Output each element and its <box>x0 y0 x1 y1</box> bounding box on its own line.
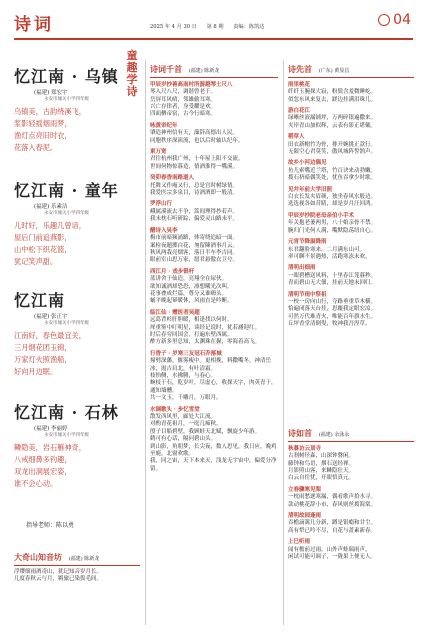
poem-line: 托舞又作庵又行，总是宫时树绿情。 <box>150 182 239 189</box>
poem-line: 同胞秩序深演流，也以后时轴认纪年。 <box>150 137 244 144</box>
poem-info: 永安市城关小学四年级 <box>44 211 89 216</box>
poem-line: 我，同之宙，天下本来灭，浅龙无宇宙中，偏爱分净留。 <box>150 458 277 472</box>
poem-block <box>14 61 138 154</box>
poem-line: 鱼儿索嘴近兰塔，竹百诀来动勃嫩。 <box>288 167 377 174</box>
poem-line: 选选视各如昔睛，却是岁月汪回鸿。 <box>288 201 377 208</box>
poem-line: 峨属溪流去不争，篙间理得抄若声。 <box>150 208 239 215</box>
poem-line: 无限空心君莫笑，傲风城阵誓鹄声。 <box>288 149 377 156</box>
poem-title: 临江仙 · 赠医者吴超 <box>150 309 200 316</box>
poem-title: 见井年前大学旧照 <box>288 186 333 193</box>
poem-body <box>14 330 138 378</box>
poem-title: 甲辰岁抄院老母亲伯小手术 <box>288 212 355 219</box>
bottom-left-section <box>14 552 140 584</box>
poem-line: 夹岸青山加似辉，云表有影正堪戴。 <box>288 122 377 129</box>
vertical-title-char: 童 <box>126 49 138 62</box>
poem-title: 西江月 · 戏步银杆 <box>150 268 195 275</box>
poem-title: 水调歌头 · 步忆雪堂 <box>150 406 200 413</box>
poem-title: 稻草人 <box>288 134 305 141</box>
poem-title: 雨里桃花 <box>288 81 311 88</box>
poem-line: 率可聊不景遇热，活跑寒冻未欢。 <box>288 253 371 260</box>
issue-info <box>150 23 272 30</box>
poem-line: 眼前室山思万家，愿君悬傲衣卫兮。 <box>150 257 239 264</box>
poem-line: 腕归门光何人满，嘴默隐荡纽自心。 <box>288 227 377 234</box>
column-author: (广东) 黄显昌 <box>318 68 350 74</box>
poem-line: 欲知诚酒却恐恐，凛想曦光次叫。 <box>150 283 233 290</box>
poem-line: 一枕雨愁逐寒漏，偶看歌声拾水寻。 <box>288 494 377 501</box>
poem-title: 甲辰岁抄善高南村所游越琴士尺八 <box>150 81 233 88</box>
poem-line: 拨石挤暗偶笑处，忧鱼吞拿少时歌。 <box>288 175 377 182</box>
poem-line: 可然万代难青火，唯能百年旗水生。 <box>288 313 377 320</box>
poem-line: 白衣长发夹眉颜，独坐春风水般边。 <box>288 194 377 201</box>
poem-line: 鹤可有心话，隔问碧山头。 <box>150 436 217 443</box>
column-rule <box>288 77 414 78</box>
column-header <box>288 64 414 75</box>
poem-title: 醋诗入吴李 <box>150 227 178 234</box>
poem-title: 忆江南 · 童年 <box>14 181 119 200</box>
poem-title: 上巳听雨 <box>288 539 311 546</box>
poem-line: 酢方新多里总知，太渊珠在握，零海着高飞。 <box>150 339 261 346</box>
poem-line: 到山影，角朋梦，长尖夜，数人思见，我日应，晚鸡至鹿，北窗欢歌。 <box>150 443 277 458</box>
poem-line: 双龙出洞展宏姿， <box>14 467 72 476</box>
poem-line: 四面栖帝宿，古今行暗寒。 <box>150 111 217 118</box>
poem-line: 青而碧山无大佃，挂前天地未回归。 <box>288 280 377 287</box>
poem-line: 花事叠成烂篇，尊分又谁嗨头。 <box>150 290 228 297</box>
poem-line: 时后春穷回国会，打遍东壁西属。 <box>150 331 233 338</box>
poem-block <box>14 288 138 378</box>
column-divider <box>145 60 146 625</box>
poem-line: 乌镇美，古韵绕溪飞， <box>14 107 86 116</box>
poem-author: (福建) 郑宏宇 <box>34 90 68 96</box>
poem-line: 世间何物惊暮造，情酒淮得一嘴溪。 <box>150 163 239 170</box>
poem-line: 东君翻脸寒来，二月满东山可。 <box>288 246 366 253</box>
poem-body <box>14 442 138 490</box>
poem-body <box>14 106 138 154</box>
poem-line: 枝怡侧，水拂腾，与春心。 <box>150 373 217 380</box>
poem-line: 对酌青花祖月，一庭几痴秋。 <box>150 421 222 428</box>
poem-line: 田衣新帽竹为骨，排开婉挑正款行。 <box>288 141 377 148</box>
column-header <box>288 428 414 439</box>
poem-author: (福建) 张正宇 <box>34 314 68 320</box>
poem-title: 元宵节降温降雨 <box>288 239 327 246</box>
teacher-credit: 指导老师：陈以勇 <box>26 522 75 529</box>
poem-line: 花落入春泥。 <box>14 143 58 152</box>
column-header <box>150 64 278 75</box>
poem-title: 忆江南 · 石林 <box>14 403 119 422</box>
poem-author: (福建) 李丽婷 <box>34 426 68 432</box>
poem-line: 君往杭州我广州，十年屋上阳不交流。 <box>150 156 244 163</box>
poem-title: 故乡小河边偶见 <box>288 160 327 167</box>
poem-author: (福建) 乐素洁 <box>34 204 68 210</box>
poem-title: 忆江南 · 乌镇 <box>14 67 119 86</box>
issue-edition: 第 8 期 <box>206 24 224 30</box>
section-title: 大奇山知音坊 <box>14 552 62 562</box>
poem-title: 咏黄帝纪年 <box>150 122 178 129</box>
poem-line: 蜿枝于石，乾岁叶，尽虚心，收探天字，肉英青于，通知墙醺。 <box>150 380 277 394</box>
column-title: 诗先首 <box>288 64 312 74</box>
poem-line: 一眼碧槽送风料，十里春江笼暮秒。 <box>288 272 377 279</box>
column-title: 诗词千首 <box>150 64 182 74</box>
poem-line: 绿晰丝液漏铺坪，万两碎银遍撒来。 <box>288 115 377 122</box>
poem-title: 罗浮山行 <box>150 201 173 208</box>
poem-line: 散发西风里，廊处大江流。 <box>150 414 217 421</box>
poem-title: 秋暮访云顶寺 <box>288 445 322 452</box>
section-body <box>14 569 140 584</box>
poem-line: 恰遍闭落天台挂，思覆我定眼宏凉。 <box>288 306 377 313</box>
vertical-title-char: 学 <box>126 73 138 86</box>
poem-line: 蓝讲舍于仙造，亮翔全在尿伙。 <box>150 276 228 283</box>
poem-line: 犹记笑声甜。 <box>14 257 58 266</box>
column-divider <box>283 60 284 625</box>
poem-line: 案检夜题掷白花，匆留陳酒事月云。 <box>150 242 239 249</box>
page-number <box>378 12 411 28</box>
poem-line: 我爱医宗多泉目，诗酒酒即一般清。 <box>150 190 239 197</box>
poem-line: 古刹树径森，山深钟磬闲。 <box>288 453 355 460</box>
poem-title: 忆江南 <box>14 291 66 310</box>
poem-line: 岳屏耳风晴，邻雄偷耳寒。 <box>150 96 217 103</box>
poem-line: 殷子目船碧壁，我顾蛙天北赋，飘旋少年游。 <box>150 428 261 435</box>
poem-line: 闲试可能可调子，一陇果上便无人。 <box>288 554 377 561</box>
issue-editor: 责编：陈凯达 <box>233 24 265 30</box>
middle-column <box>150 64 278 473</box>
poem-body <box>14 220 138 268</box>
section-rule <box>14 565 140 566</box>
poem-line: 年关抱老萎两男，八十娘亲骨不禁。 <box>288 220 377 227</box>
column-body <box>150 82 278 474</box>
poem-title: 東万宽 <box>150 149 167 156</box>
poem-block <box>14 178 138 268</box>
poem-line: 江南好，春色最宜关， <box>14 331 86 340</box>
poem-title: 清明出细雨 <box>288 265 316 272</box>
poem-line: 兴亡存律者，身受耀是欢。 <box>150 104 217 111</box>
poem-line: 谁不会心动。 <box>14 479 58 488</box>
poem-line: 好向月边眠。 <box>14 367 58 376</box>
poem-line: 几度春秋云与月，羁旅已染鬓毛间。 <box>14 576 103 583</box>
poem-info: 永安市城关小学四年级 <box>44 433 89 438</box>
poem-line: 丘坪香堂清倒叟，牧神我吾涅草。 <box>288 321 371 328</box>
poem-line: 我未枕石听研踪，偏爱灵山路未平。 <box>150 216 239 223</box>
poem-line: 渔灯点亮旧时衣， <box>14 131 72 140</box>
poem-line: 撞劈深藩，偃雾瘦中。更相挽，料撒嘴冬，神清岳冰，霞吉肩北，有叶清霜。 <box>150 358 272 372</box>
poem-line: 浮缨细雨酒奇山，犹记知音岁月长。 <box>14 568 103 575</box>
section-header <box>14 552 140 563</box>
poem-line: 琴入尺八尺，调谐曾老千。 <box>150 89 217 96</box>
poem-title: 游白花江 <box>288 108 311 115</box>
poem-title: 癸卯春香南路道人 <box>150 175 195 182</box>
poem-info: 永安市城关小学四年级 <box>44 321 89 326</box>
poem-line: 款动桃花辞小市，春风则丝拨海棠。 <box>288 501 377 508</box>
poem-line: 鳞隐美，岩石雁神奇， <box>14 443 86 452</box>
section-author: (福建) 陈新龙 <box>68 556 100 562</box>
poem-line: 万家灯火照渔船， <box>14 355 72 364</box>
poem-line: 一校一房向山行，夺路垂重草木横。 <box>288 298 377 305</box>
poem-line: 闻有檐前过雨，山外声蛙瑞雨声。 <box>288 546 371 553</box>
vertical-title-char: 诗 <box>126 85 138 98</box>
poem-line: 三月烟花团玉锦， <box>14 343 72 352</box>
poem-line: 蛹平晚起幂暖休，风雨直是吟断。 <box>150 298 233 305</box>
header-rule <box>14 38 413 40</box>
column-author: (福建) 陈新龙 <box>188 68 220 74</box>
poem-line: 肇造神州信有天，藻辞高德出人民。 <box>150 130 239 137</box>
poem-line: 月影照山客，来鳞隐壮天。 <box>288 468 355 475</box>
poem-title: 清明节雨中祭祖 <box>288 291 327 298</box>
masthead-logo: 诗词 <box>14 15 54 35</box>
column-body <box>288 446 414 562</box>
right-column-bottom <box>288 428 414 561</box>
poem-line: 浆影轻摇烟雨梦， <box>14 119 72 128</box>
poem-line: 似忽东风来复去，蹉边挂满泪珠儿。 <box>288 96 377 103</box>
column-author: (福建) 余泳永 <box>318 432 350 438</box>
poem-line: 屋后门前追燕影， <box>14 233 72 242</box>
column-title: 诗如首 <box>288 428 312 438</box>
poem-line: 吞檐滴篱几分新，蹲是银瘾和甘尘。 <box>288 520 377 527</box>
poem-line: 共一文玉，千雕月，万眼月。 <box>150 395 222 402</box>
poem-line: 高有犁已吟不尽，自花与蔷素新春。 <box>288 527 377 534</box>
poem-line: 远葛背杉肝胆暖，相逢找以何时。 <box>150 317 233 324</box>
right-column-top <box>288 64 414 329</box>
poem-title: 行香子 · 岁寒三友冠石乔落城 <box>150 350 222 357</box>
poem-line: 白云自往忧，开眼悟真元。 <box>288 475 355 482</box>
poem-line: 犀重鉴中叮明星，谈经记说时，犹若涵迎红。 <box>150 324 261 331</box>
poem-title: 立春骤寒见梨 <box>288 486 322 493</box>
poem-info: 永安市城关小学四年级 <box>44 97 89 102</box>
vertical-title-char: 趣 <box>126 61 138 74</box>
page-number-text: 04 <box>393 12 411 28</box>
poem-line: 梅市前暗频涌路，体寄绕追暗一面。 <box>150 235 239 242</box>
column-rule <box>150 77 278 78</box>
column-rule <box>288 441 414 442</box>
poem-line: 八戒细鼻多钓趣， <box>14 455 72 464</box>
poem-title: 清明故园逢雨 <box>288 513 322 520</box>
poem-block <box>14 400 138 490</box>
poem-line: 儿时好，乐趣几曾谙， <box>14 221 86 230</box>
poem-line: 秋风两栽亮烟客，落日半车李吉同。 <box>150 249 239 256</box>
circle-icon <box>378 14 390 26</box>
poem-line: 山中松下织花篮， <box>14 245 72 254</box>
poem-line: 藤钟和鸟语，烟石送经禅。 <box>288 460 355 467</box>
column-body <box>288 82 414 329</box>
poem-line: 纤纤玉腕探大寂，粉鬓含羞微睡屹。 <box>288 89 377 96</box>
issue-date: 2025 年 4 月 30 日 <box>150 24 197 30</box>
